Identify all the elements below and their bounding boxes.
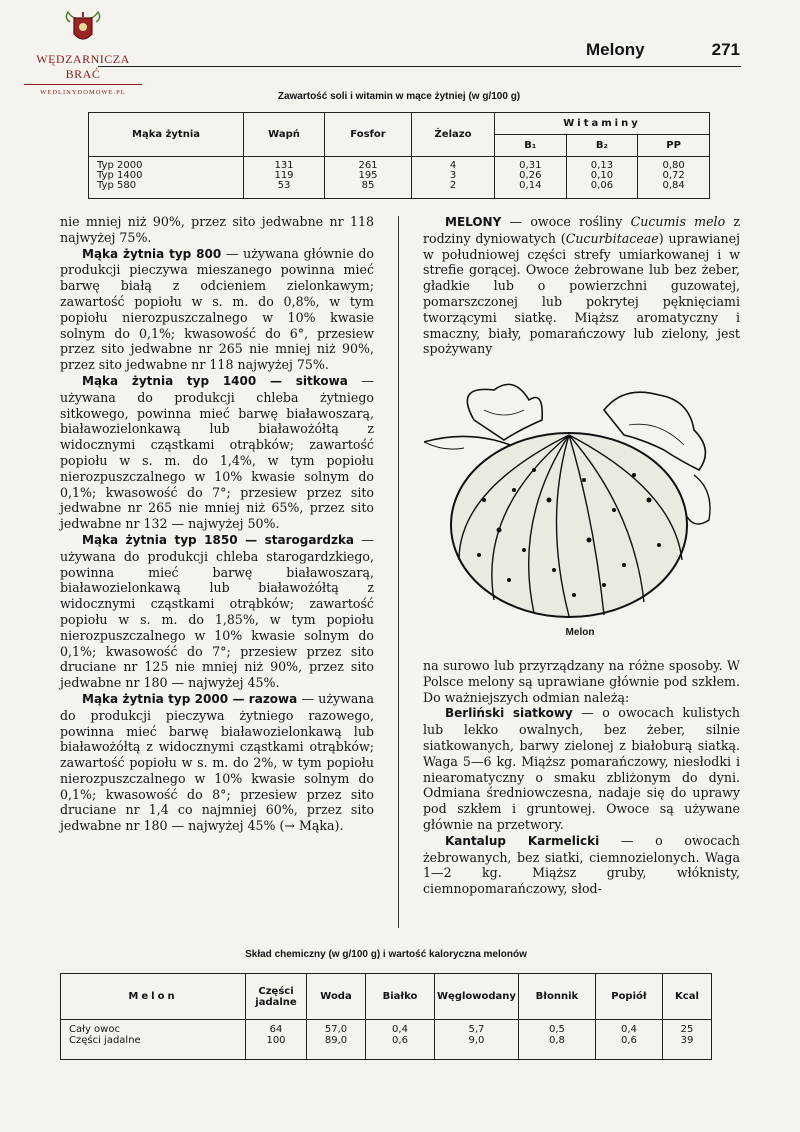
table-cell: 0,10	[590, 170, 614, 181]
entry-heading: Berliński siatkowy	[445, 706, 573, 721]
table2-header-water: Woda	[307, 974, 366, 1020]
entry-heading: Mąka żytnia typ 800	[82, 246, 222, 261]
table2-header-fiber: Błonnik	[518, 974, 595, 1020]
table-cell: 0,84	[662, 180, 685, 191]
paragraph: nie mniej niż 90%, przez sito jedwabne nr 118 najwyżej 75%.	[60, 214, 374, 245]
table-cell: 261	[358, 160, 378, 171]
table1-header-b1: B₁	[495, 135, 567, 157]
table-cell: Typ 580	[97, 180, 137, 191]
table1-col-phosphorus	[325, 157, 412, 199]
entry-heading: Mąka żytnia typ 1850 — starogardzka	[82, 532, 355, 547]
crest-icon	[62, 8, 104, 48]
entry-body: — używana głównie do produkcji pieczywa mieszanego powinna mieć barwę białą z odcieniem zielonkawym; zawartość popiołu w s. m. do 0,8%, w tym popiołu nierozpuszczalnego w 10% kwasie solnym do 0,1%; kwasowość do 6°, przesiew przez sito jedwabne nr 265 nie mniej niż 90%, przez sito jedwabne nr 118 najwyżej 75%.	[60, 245, 374, 373]
table-cell: Części jadalne	[69, 1035, 141, 1046]
logo-brand-text: WĘDZARNICZA BRAĆ	[36, 52, 130, 81]
page-title: Melony	[586, 40, 645, 59]
table-cell: 0,4	[392, 1024, 408, 1035]
table-cell: 0,13	[590, 160, 614, 171]
table2-header-kcal: Kcal	[662, 974, 711, 1020]
table-cell: 53	[277, 180, 291, 191]
entry-body: — o owocach żebrowanych, bez siatki, ciemnozielonych. Waga 1—2 kg. Miąższ gruby, włóknisty, ciemnopomarańczowy, słod-	[423, 832, 740, 897]
entry-heading: MELONY	[445, 215, 502, 229]
table-cell: 4	[449, 160, 457, 171]
table-cell: 0,26	[519, 170, 542, 181]
table1-col-calcium	[244, 157, 325, 199]
table-cell: 0,6	[392, 1035, 408, 1046]
paragraph: na surowo lub przyrządzany na różne sposoby. W Polsce melony są uprawiane głównie pod szkłem. Do ważniejszych odmian należą:	[423, 658, 740, 705]
table1-header-calcium: Wapń	[244, 113, 325, 157]
table-cell: 64	[269, 1024, 283, 1035]
table2-col-ash	[595, 1020, 662, 1060]
table-cell: 39	[680, 1035, 694, 1046]
table-cell: 25	[680, 1024, 694, 1035]
logo-divider	[24, 84, 142, 85]
table-cell: 0,5	[548, 1024, 565, 1035]
entry-body: ) uprawianej w południowej części strefy umiarkowanej i w strefie gorącej. Owoce żebrowane lub bez żeber, gładkie lub o powierzchni guzowatej, pomarszczonej lub pokrytej pęknięciami tworzącymi siatkę. Miąższ aromatyczny i smaczny, biały, pomarańczowy lub zielony, jest spożywany	[423, 230, 740, 357]
table2	[60, 973, 712, 1060]
table-cell: 195	[358, 170, 378, 181]
table-cell: 85	[361, 180, 375, 191]
table2-header-protein: Białko	[366, 974, 435, 1020]
table2-col-carbs	[435, 1020, 519, 1060]
entry-heading: Mąka żytnia typ 1400 — sitkowa	[82, 373, 348, 388]
table-row	[89, 157, 710, 199]
table-cell: 0,8	[548, 1035, 565, 1046]
entry-body: z rodziny dyniowatych (	[423, 214, 741, 246]
table-row	[61, 1020, 712, 1060]
entry-body: — owoce rośliny	[501, 214, 631, 229]
table-cell: 89,0	[324, 1035, 348, 1046]
table2-caption: Skład chemiczny (w g/100 g) i wartość kaloryczna melonów	[245, 949, 527, 960]
left-column	[60, 214, 374, 834]
table2-header-carbs: Węglowodany	[435, 974, 519, 1020]
table-cell: 119	[274, 170, 294, 181]
header-rule	[98, 66, 741, 67]
latin-name: Cucumis melo	[630, 214, 726, 229]
table1-header-phosphorus: Fosfor	[325, 113, 412, 157]
table1-col-b1	[495, 157, 567, 199]
table-cell: 0,14	[519, 180, 542, 191]
table-cell: 0,4	[620, 1024, 637, 1035]
table1-col-pp	[638, 157, 710, 199]
table-cell: 9,0	[468, 1035, 485, 1046]
table1-header-vitamins: Witaminy	[495, 113, 710, 135]
right-column-bottom	[423, 658, 740, 897]
entry-body: — używana do produkcji chleba żytniego sitkowego, powinna mieć barwę białawoszarą, białawozielonkawą lub białawożółtą z widocznymi cząstkami otrąbków; zawartość popiołu w s. m. do 1,4%, w tym popiołu nierozpuszczalnego w 10% kwasie solnym do 0,1%; kwasowość do 7°; przesiew przez sito jedwabne nr 265 nie mniej niż 65%, przez sito jedwabne nr 132 — najwyżej 50%.	[60, 372, 374, 532]
entry-heading: Kantalup Karmelicki	[445, 833, 600, 848]
table1-header-iron: Żelazo	[412, 113, 495, 157]
table1-col-iron	[412, 157, 495, 199]
table1	[88, 112, 710, 199]
table-cell: 3	[449, 170, 457, 181]
table-cell: 2	[449, 180, 457, 191]
latin-name: Cucurbitaceae	[565, 230, 659, 246]
table2-col-fiber	[518, 1020, 595, 1060]
entry-body: — używana do produkcji chleba starogardzkiego, powinna mieć barwę białawoszarą, białawozielonkawą lub białawożółtą z widocznymi cząstkami otrąbków; zawartość popiołu w s. m. do 1,85%, w tym popiołu nierozpuszczalnego w 10% kwasie solnym do 0,1%; kwasowość do 7°; przesiew przez sito druciane nr 125 nie mniej niż 90%, przez sito jedwabne nr 180 — najwyżej 45%.	[60, 531, 374, 691]
table-cell: Typ 2000	[97, 160, 143, 171]
table1-header-pp: PP	[638, 135, 710, 157]
table2-col-edible	[246, 1020, 307, 1060]
entry-heading: Mąka żytnia typ 2000 — razowa	[82, 691, 298, 706]
table1-col-b2	[566, 157, 638, 199]
figure-caption: Melon	[565, 627, 595, 638]
table-cell: 0,72	[662, 170, 685, 181]
table-cell: 131	[274, 160, 294, 171]
table1-caption: Zawartość soli i witamin w mące żytniej (w g/100 g)	[277, 91, 521, 102]
entry-body: — używana do produkcji pieczywa żytniego razowego, powinna mieć barwę białawozielonkawą lub białawożółtą z widocznymi cząstkami otrąbków; zawartość popiołu w s. m. do 2%, w tym popiołu nierozpuszczalnego w 10% kwasie solnym do 0,1%; kwasowość do 8°; przesiew przez sito druciane nr 1,4 co najmniej 60%, przez sito jedwabne nr 180 — najwyżej 45% (→ Mąka).	[60, 690, 375, 834]
table-cell: 0,31	[519, 160, 542, 171]
paragraph	[60, 532, 374, 691]
site-logo	[18, 8, 148, 96]
table1-header-flour: Mąka żytnia	[89, 113, 244, 157]
paragraph	[60, 246, 374, 373]
paragraph	[60, 373, 374, 532]
column-divider	[398, 216, 399, 928]
table1-col-flour	[89, 157, 244, 199]
melon-illustration	[424, 380, 724, 620]
table2-col-melon	[61, 1020, 246, 1060]
table-cell: 0,6	[620, 1035, 637, 1046]
table-cell: 0,80	[662, 160, 685, 171]
table-cell: 57,0	[324, 1024, 348, 1035]
table2-col-water	[307, 1020, 366, 1060]
table2-header-ash: Popiół	[595, 974, 662, 1020]
table-cell: 0,06	[590, 180, 614, 191]
table-cell: Cały owoc	[69, 1024, 120, 1035]
paragraph	[423, 833, 740, 897]
table-cell: 100	[266, 1035, 286, 1046]
logo-url-text: WEDLINYDOMOWE.PL	[40, 89, 126, 96]
table-cell: Typ 1400	[97, 170, 143, 181]
entry-body: — o owocach kulistych lub lekko owalnych, bez żeber, silnie siatkowanych, barwy zielonej z białoburą siatką. Waga 5—6 kg. Miąższ pomarańczowy, niesłodki i niearomatyczny o smaku zbliżonym do dyni. Odmiana średniowczesna, nadaje się do uprawy pod szkłem i gruntowej. Owoce są używane głównie na przetwory.	[423, 705, 740, 832]
paragraph	[60, 691, 374, 834]
table2-col-kcal	[662, 1020, 711, 1060]
table2-header-melon: Melon	[61, 974, 246, 1020]
page-number: 271	[711, 40, 740, 59]
table2-header-edible: Części jadalne	[246, 974, 307, 1020]
paragraph	[423, 214, 740, 357]
right-column-top	[423, 214, 740, 357]
table-cell: 5,7	[468, 1024, 485, 1035]
table2-col-protein	[366, 1020, 435, 1060]
paragraph	[423, 705, 740, 832]
table1-header-b2: B₂	[566, 135, 638, 157]
